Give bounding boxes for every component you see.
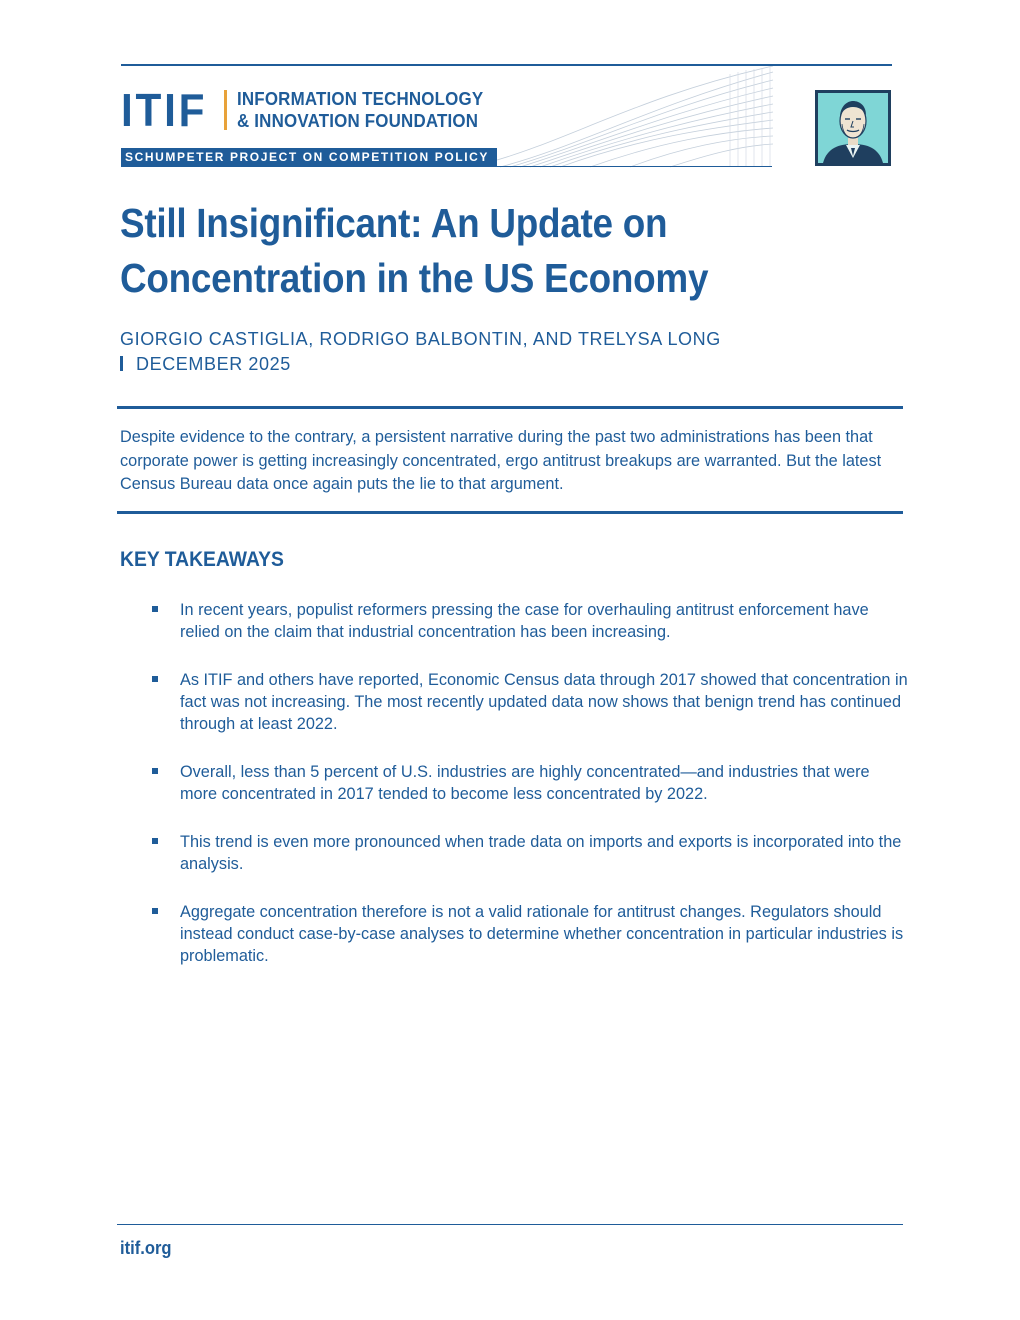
square-bullet-icon (152, 606, 158, 612)
report-date-row (120, 351, 291, 377)
key-takeaway-text: This trend is even more pronounced when trade data on imports and exports is incorporated into the analysis. (180, 833, 902, 873)
key-takeaway-text: Overall, less than 5 percent of U.S. industries are highly concentrated—and industries that were more concentrated in 2017 tended to become less concentrated by 2022. (180, 763, 870, 803)
summary-bottom-rule (117, 511, 903, 514)
square-bullet-icon (152, 768, 158, 774)
key-takeaway-item (120, 599, 910, 643)
key-takeaways-heading: KEY TAKEAWAYS (120, 548, 284, 571)
report-summary: Despite evidence to the contrary, a persistent narrative during the past two administrations has been that corporate power is getting increasingly concentrated, ergo antitrust breakups are warranted. But the latest Census Bureau data once again puts the lie to that argument. (120, 428, 882, 493)
key-takeaway-item (120, 831, 910, 875)
key-takeaway-item (120, 901, 910, 967)
report-title: Still Insignificant: An Update on Concentration in the US Economy (120, 200, 709, 301)
square-bullet-icon (152, 838, 158, 844)
key-takeaway-text: In recent years, populist reformers pressing the case for overhauling antitrust enforcement have relied on the claim that industrial concentration has been increasing. (180, 601, 869, 641)
key-takeaway-item (120, 761, 910, 805)
key-takeaway-text: As ITIF and others have reported, Economic Census data through 2017 showed that concentration in fact was not increasing. The most recently updated data now shows that benign trend has continued through at least 2022. (180, 671, 908, 733)
date-separator (120, 356, 123, 371)
key-takeaway-text: Aggregate concentration therefore is not a valid rationale for antitrust changes. Regulators should instead conduct case-by-case analyses to determine whether concentration in particular industries is problematic. (180, 903, 904, 965)
report-date: DECEMBER 2025 (136, 354, 291, 374)
key-takeaways-list (120, 599, 910, 993)
organization-name-line-1: INFORMATION TECHNOLOGY (237, 89, 484, 109)
square-bullet-icon (152, 908, 158, 914)
key-takeaway-item (120, 669, 910, 735)
footer-site-link[interactable]: itif.org (120, 1238, 172, 1258)
program-name: SCHUMPETER PROJECT ON COMPETITION POLICY (125, 150, 490, 164)
square-bullet-icon (152, 676, 158, 682)
organization-name-line-2: & INNOVATION FOUNDATION (237, 111, 479, 131)
footer-rule (117, 1224, 903, 1225)
itif-logo-mark: ITIF (121, 84, 208, 136)
summary-top-rule (117, 406, 903, 409)
schumpeter-portrait-icon (815, 90, 891, 166)
organization-name (237, 88, 483, 132)
logo-separator (224, 90, 227, 130)
decorative-wave-lines (490, 66, 775, 168)
report-authors: GIORGIO CASTIGLIA, RODRIGO BALBONTIN, AND TRELYSA LONG (120, 329, 721, 349)
program-underline (497, 166, 772, 167)
